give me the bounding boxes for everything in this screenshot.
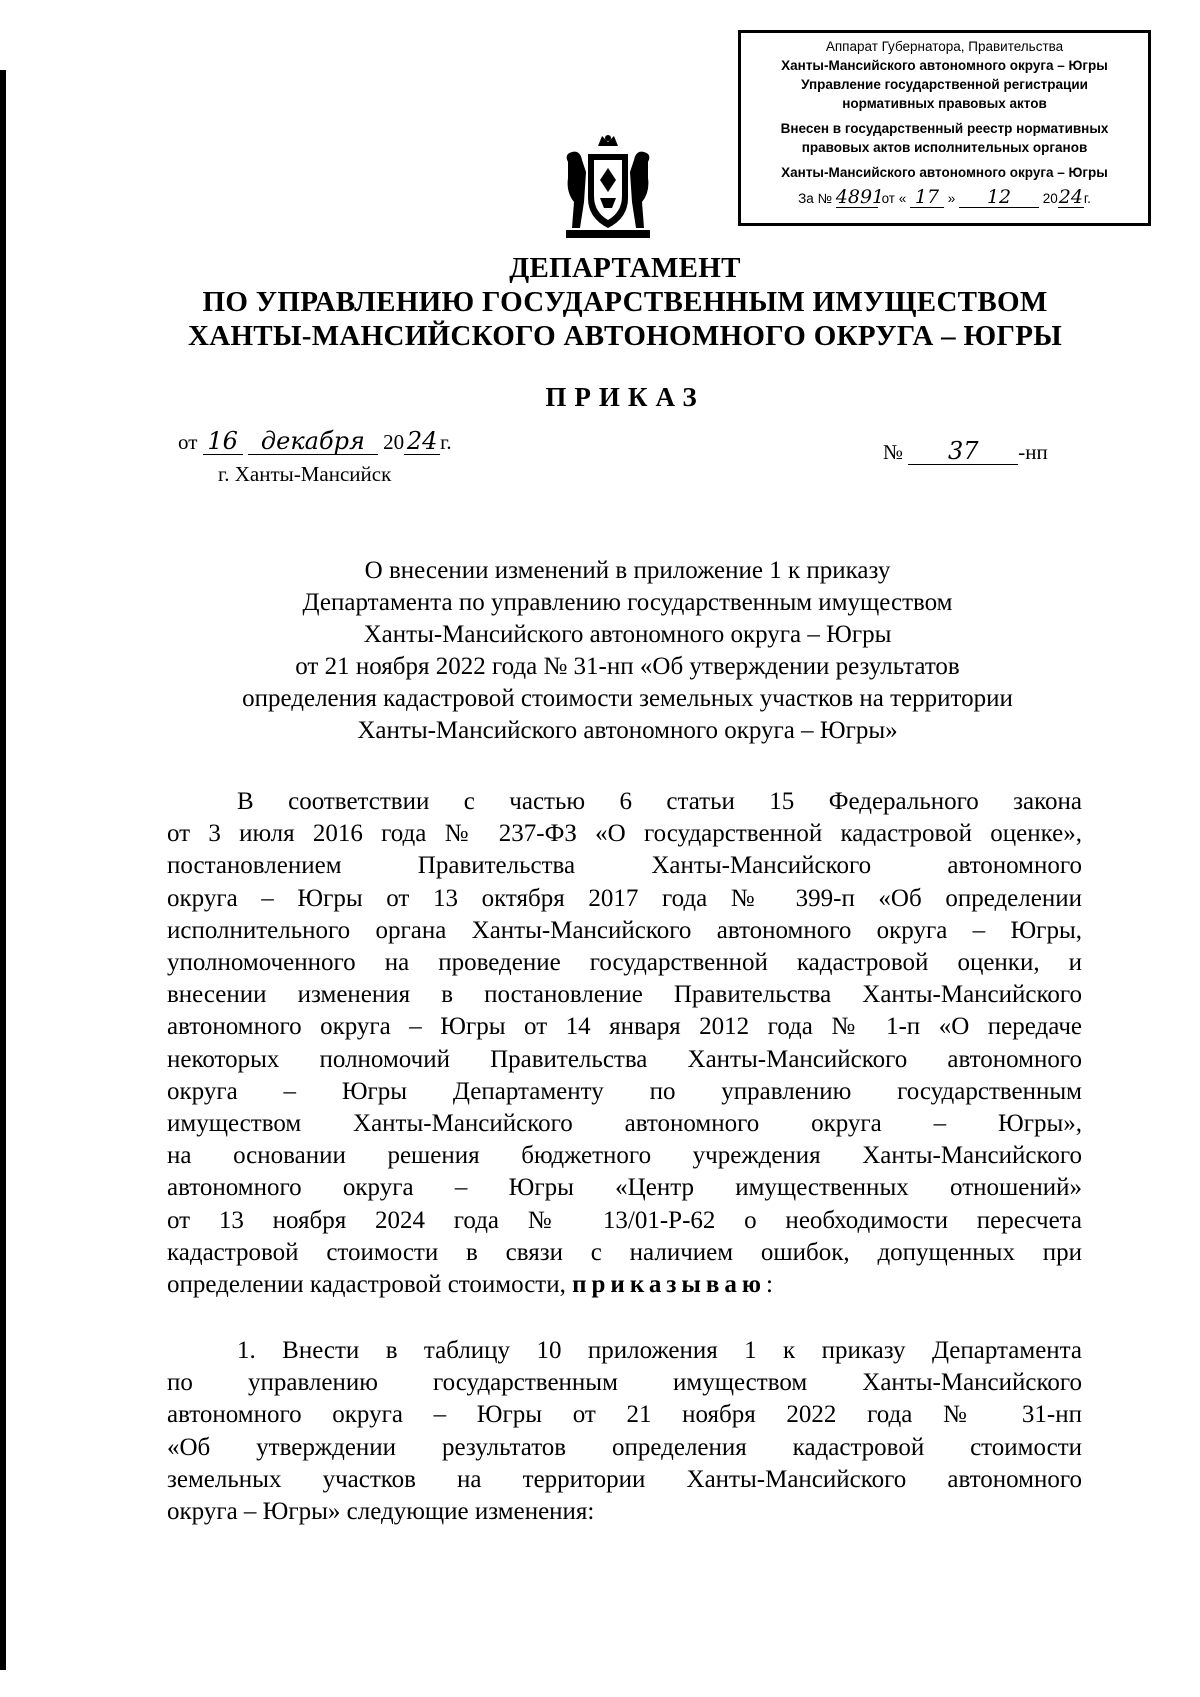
date-suffix: г. <box>440 430 452 454</box>
preamble-line: автономного округа – Югры от 14 января 2012 года № 1-п «О передаче <box>167 1013 1082 1041</box>
item-1-line: 1. Внести в таблицу 10 приложения 1 к приказу Департамента <box>237 1337 1082 1364</box>
title-line: определения кадастровой стоимости земельных участков на территории <box>242 685 1013 712</box>
document-type: ПРИКАЗ <box>545 382 705 412</box>
item-1-paragraph <box>167 1335 1082 1528</box>
preamble-line: исполнительного органа Ханты-Мансийского автономного округа – Югры, <box>167 916 1082 944</box>
title-line: от 21 ноября 2022 года № 31-нп «Об утверждении результатов <box>295 653 960 680</box>
preamble-line: внесении изменения в постановление Правительства Ханты-Мансийского <box>167 981 1082 1009</box>
title-line: Ханты-Мансийского автономного округа – Югры <box>363 621 892 648</box>
preamble-line: кадастровой стоимости в связи с наличием ошибок, допущенных при <box>167 1238 1082 1266</box>
preamble-colon: : <box>766 1271 773 1299</box>
stamp-reg-number: 4891 <box>835 186 885 208</box>
preamble-line: некоторых полномочий Правительства Ханты-Мансийского автономного <box>167 1045 1082 1073</box>
order-title <box>160 555 1095 747</box>
department-name-line: ХАНТЫ-МАНСИЙСКОГО АВТОНОМНОГО ОКРУГА – ЮГРЫ <box>187 320 1063 352</box>
item-1-line: земельных участков на территории Ханты-Мансийского автономного <box>167 1465 1082 1493</box>
registration-stamp <box>738 30 1151 226</box>
item-1-line: «Об утверждении результатов определения кадастровой стоимости <box>167 1433 1082 1461</box>
stamp-line: Управление государственной регистрации <box>801 77 1088 92</box>
stamp-reg-year-suffix: г. <box>1083 191 1091 206</box>
coat-of-arms-emblem <box>560 132 656 246</box>
stamp-reg-year: 24 <box>1058 186 1083 208</box>
number-suffix: -нп <box>1018 440 1048 464</box>
preamble-line: на основании решения бюджетного учреждения Ханты-Мансийского <box>167 1142 1082 1170</box>
preamble-line: от 3 июля 2016 года № 237-ФЗ «О государственной кадастровой оценке», <box>167 820 1082 848</box>
preamble-line: постановлением Правительства Ханты-Мансийского автономного <box>167 852 1082 880</box>
preamble-last-line <box>167 1269 1082 1301</box>
item-1-last-line: округа – Югры» следующие изменения: <box>167 1498 595 1526</box>
stamp-line: правовых актов исполнительных органов <box>801 140 1088 155</box>
order-number <box>883 438 1048 465</box>
title-line: Департамента по управлению государственным имуществом <box>302 589 953 616</box>
department-name-line: ПО УПРАВЛЕНИЮ ГОСУДАРСТВЕННЫМ ИМУЩЕСТВОМ <box>202 286 1048 318</box>
date-month: декабря <box>248 428 378 455</box>
stamp-registration-row <box>741 188 1148 208</box>
stamp-reg-from: от « <box>881 191 907 206</box>
date-day: 16 <box>203 428 243 455</box>
preamble-line: имуществом Ханты-Мансийского автономного округа – Югры», <box>167 1110 1082 1138</box>
preamble-line: уполномоченного на проведение государственной кадастровой оценки, и <box>167 949 1082 977</box>
title-line: О внесении изменений в приложение 1 к приказу <box>364 557 891 584</box>
preamble-line: округа – Югры от 13 октября 2017 года № 399-п «Об определении <box>167 884 1082 912</box>
number-prefix: № <box>883 440 904 464</box>
stamp-reg-prefix: За № <box>798 191 833 206</box>
stamp-line: Внесен в государственный реестр нормативных <box>780 121 1109 136</box>
preamble-line: округа – Югры Департаменту по управлению государственным <box>167 1077 1082 1105</box>
department-name-line: ДЕПАРТАМЕНТ <box>509 252 741 284</box>
number-value: 37 <box>908 438 1018 465</box>
stamp-line: нормативных правовых актов <box>842 96 1047 111</box>
item-1-line: автономного округа – Югры от 21 ноября 2022 года № 31-нп <box>167 1401 1082 1429</box>
stamp-line: Ханты-Мансийского автономного округа – Югры <box>781 58 1108 73</box>
date-prefix: от <box>178 430 198 454</box>
preamble-line: от 13 ноября 2024 года № 13/01-Р-62 о необходимости пересчета <box>167 1206 1082 1234</box>
preamble-last-text: определении кадастровой стоимости, <box>167 1271 573 1299</box>
stamp-reg-year-prefix: 20 <box>1042 191 1058 206</box>
order-date <box>178 428 452 455</box>
preamble-line: В соответствии с частью 6 статьи 15 Федерального закона <box>237 788 1082 815</box>
date-year: 24 <box>404 428 440 455</box>
preamble-paragraph <box>167 786 1082 1301</box>
stamp-reg-month: 12 <box>959 188 1039 208</box>
stamp-reg-quote: » <box>947 191 956 206</box>
stamp-reg-day: 17 <box>910 188 944 208</box>
item-1-line: по управлению государственным имуществом Ханты-Мансийского <box>167 1369 1082 1397</box>
title-line: Ханты-Мансийского автономного округа – Югры» <box>357 717 898 744</box>
order-city: г. Ханты-Мансийск <box>218 462 392 486</box>
stamp-line: Ханты-Мансийского автономного округа – Югры <box>781 165 1108 180</box>
date-year-prefix: 20 <box>383 430 405 454</box>
stamp-line: Аппарат Губернатора, Правительства <box>825 39 1064 54</box>
order-word: приказываю <box>572 1271 767 1299</box>
preamble-line: автономного округа – Югры «Центр имущественных отношений» <box>167 1174 1082 1202</box>
